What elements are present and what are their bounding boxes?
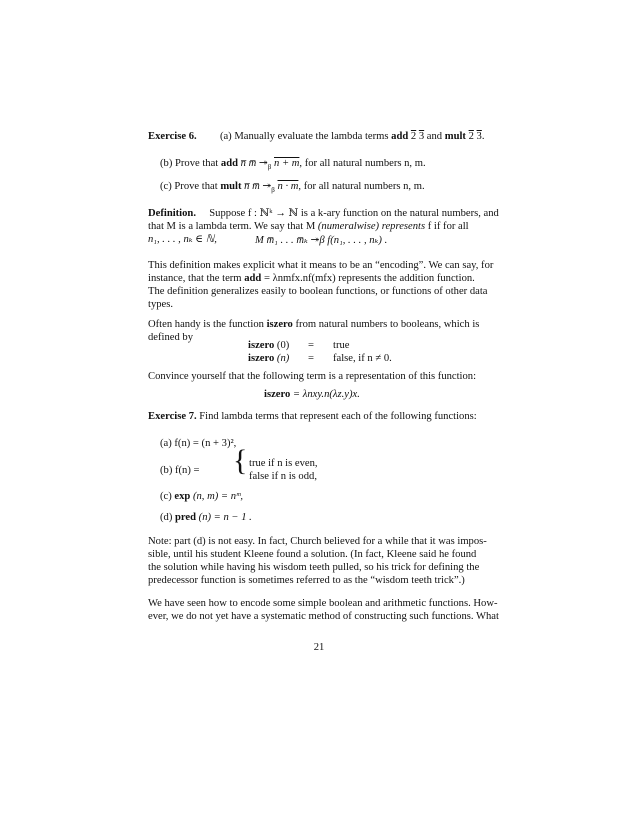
para1-line-2 <box>148 272 490 285</box>
exercise7-item-d <box>160 511 502 524</box>
exercise7-heading: Exercise 7. <box>148 411 197 422</box>
page-number: 21 <box>313 642 325 653</box>
part-b-term: add <box>220 158 238 169</box>
note-line-1: Note: part (d) is not easy. In fact, Church believed for a while that it was impos- <box>148 536 487 547</box>
para1-add-term: add <box>244 273 262 284</box>
para2-line-2: defined by <box>148 332 194 343</box>
para1-text-2b: = λnmfx.nf(mfx) represents the addition function. <box>261 273 475 284</box>
iszero-eq1-op: = <box>308 340 314 351</box>
iszero-eq1-rhs: true <box>333 340 350 351</box>
para3-line-1: Convince yourself that the following term is a representation of this function: <box>148 371 477 382</box>
numeral-3b: 3 <box>476 131 482 142</box>
item-c-prefix: (c) <box>160 491 175 502</box>
para2-text-1a: Often handy is the function <box>148 319 267 330</box>
definition-formula: M m̅₁ . . . m̅ₖ ↠β f(n₁, . . . , nₖ) . <box>255 235 388 246</box>
exp-term: exp <box>174 491 191 502</box>
para1-text-2a: instance, that the term <box>148 273 245 284</box>
add-term: add <box>391 131 409 142</box>
numeral-2: 2 <box>410 131 417 142</box>
exercise7-line <box>148 410 490 423</box>
exercise7-item-a: (a) f(n) = (n + 3)², <box>160 438 237 449</box>
note-line-2: sible, until his student Kleene found a solution. (In fact, Kleene said he found <box>148 549 477 560</box>
mult-term: mult <box>444 131 466 142</box>
part-c-args: n̅ m̅ ↠ <box>244 181 272 192</box>
para1-line-1: This definition makes explicit what it means to be an “encoding”. We can say, for <box>148 260 494 271</box>
part-b-result: n + m <box>274 158 300 169</box>
exercise6-heading: Exercise 6. <box>148 131 197 142</box>
eq2-iszero: iszero <box>248 353 275 364</box>
para2-line-1 <box>148 318 490 331</box>
note-line-3: the solution while having his wisdom teeth pulled, so his trick for defining the <box>148 562 480 573</box>
final-line-1: We have seen how to encode some simple boolean and arithmetic functions. How- <box>148 598 498 609</box>
part-b-args: n̅ m̅ ↠ <box>240 158 268 169</box>
exercise7-item-b-prefix: (b) f(n) = <box>160 465 200 476</box>
eq1-iszero: iszero <box>248 340 275 351</box>
part-c-suffix: , for all natural numbers n, m. <box>298 181 425 192</box>
eq2-arg: (n) <box>274 353 290 364</box>
item-d-prefix: (d) <box>160 512 176 523</box>
part-c-term: mult <box>220 181 242 192</box>
exercise7-item-c <box>160 490 502 503</box>
item-d-rest: (n) = n − 1 . <box>196 512 252 523</box>
para2-text-1b: from natural numbers to booleans, which is <box>292 319 480 330</box>
exercise6-line-b <box>160 157 502 174</box>
exercise6-part-a: (a) Manually evaluate the lambda terms <box>219 131 392 142</box>
iszero-eq1-lhs <box>248 339 289 352</box>
iszero-eq2-rhs: false, if n ≠ 0. <box>333 353 392 364</box>
part-b-prefix: (b) Prove that <box>160 158 221 169</box>
para1-line-4: types. <box>148 299 174 310</box>
definition-emphasis: (numeralwise) represents <box>317 221 426 232</box>
part-b-suffix: , for all natural numbers n, m. <box>299 158 426 169</box>
definition-heading: Definition. <box>148 208 196 219</box>
pred-term: pred <box>175 512 197 523</box>
note-line-4: predecessor function is sometimes referred to as the “wisdom teeth trick”.) <box>148 575 465 586</box>
part-c-result: n · m <box>277 181 299 192</box>
beta-sub-c: β <box>271 186 275 195</box>
eq1-arg: (0) <box>274 340 290 351</box>
iszero-formula-term: iszero <box>264 389 291 400</box>
iszero-eq2-lhs <box>248 352 289 365</box>
iszero-eq2-op: = <box>308 353 314 364</box>
definition-line-3: n₁, . . . , nₖ ∈ ℕ, <box>148 234 217 245</box>
para1-line-3: The definition generalizes easily to boolean functions, or functions of other data <box>148 286 488 297</box>
numeral-3: 3 <box>418 131 425 142</box>
exercise6-line-c <box>160 180 502 197</box>
definition-text-1: Suppose f : ℕᵏ → ℕ is a k-ary function on the natural numbers, and <box>209 208 499 219</box>
definition-text-2a: that M is a lambda term. We say that M <box>148 221 318 232</box>
exercise7-item-b-case2: false if n is odd, <box>249 471 317 482</box>
exercise7-intro: Find lambda terms that represent each of the following functions: <box>196 411 477 422</box>
definition-line-2 <box>148 220 490 233</box>
and-text: and <box>424 131 445 142</box>
item-c-rest: (n, m) = nᵐ, <box>190 491 244 502</box>
exercise6-line-a: Exercise 6. (a) Manually evaluate the lambda terms add 2 3 and mult 2 3. <box>148 131 485 142</box>
left-brace: { <box>233 444 248 477</box>
definition-line-1 <box>148 207 499 220</box>
iszero-formula-rest: = λnxy.n(λz.y)x. <box>290 389 360 400</box>
definition-text-2b: f if for all <box>425 221 469 232</box>
beta-sub: β <box>267 163 272 172</box>
part-c-prefix: (c) Prove that <box>160 181 221 192</box>
iszero-formula <box>264 388 360 401</box>
numeral-2b: 2 <box>468 131 474 142</box>
iszero-term: iszero <box>266 319 293 330</box>
final-line-2: ever, we do not yet have a systematic method of constructing such functions. What <box>148 611 499 622</box>
exercise7-item-b-case1: true if n is even, <box>249 458 318 469</box>
